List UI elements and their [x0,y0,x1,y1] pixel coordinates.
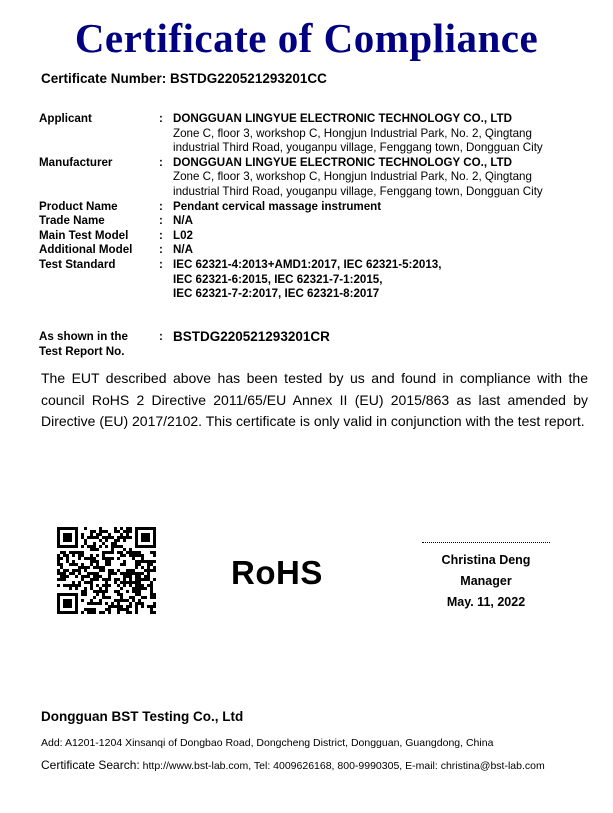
info-row-applicant [39,112,599,156]
field-value-line: IEC 62321-7-2:2017, IEC 62321-8:2017 [173,287,380,301]
field-value-line: Zone C, floor 3, workshop C, Hongjun Industrial Park, No. 2, Qingtang [173,170,532,184]
field-value [173,112,599,156]
info-row-main-test-model [39,229,599,244]
field-label: Manufacturer [39,155,113,169]
field-value-line: IEC 62321-6:2015, IEC 62321-7-1:2015, [173,272,383,286]
compliance-statement: The EUT described above has been tested by us and found in compliance with the council RoHS 2 Directive 2011/65/EU Annex II (EU) 2015/863 as last amended by Directive (EU) 2017/2102. This certificate is only valid in conjunction with the test report. [41,370,588,429]
qr-code-icon [57,527,156,614]
signature-block [422,542,550,613]
field-value-main: L02 [173,228,193,242]
field-value-main: DONGGUAN LINGYUE ELECTRONIC TECHNOLOGY CO., LTD [173,112,513,125]
issuer-address: Add: A1201-1204 Xinsanqi of Dongbao Road, Dongcheng District, Dongguan, Guangdong, China [41,737,494,749]
field-value-line: industrial Third Road, youganpu village, Fenggang town, Dongguan City [173,141,543,155]
colon: : [159,155,163,169]
field-label: Test Standard [39,257,116,271]
colon: : [159,214,163,228]
colon: : [159,199,163,213]
colon: : [159,330,163,343]
field-value [173,229,599,244]
field-value-main: Pendant cervical massage instrument [173,199,382,213]
info-row-additional-model [39,243,599,258]
colon: : [159,112,163,125]
field-value [173,243,599,258]
issuer-company: Dongguan BST Testing Co., Ltd [41,709,244,724]
certificate-title: Certificate of Compliance [74,15,539,61]
field-value-main: DONGGUAN LINGYUE ELECTRONIC TECHNOLOGY CO., LTD [173,155,513,169]
field-value [173,156,599,200]
info-row-manufacturer [39,156,599,200]
info-row-product-name [39,200,599,215]
signature-date: May. 11, 2022 [446,595,526,609]
field-label: Applicant [39,112,92,125]
report-label [39,330,159,359]
search-label: Certificate Search: [41,758,140,772]
field-label: Main Test Model [39,228,129,242]
test-report-row [39,330,330,359]
field-value [173,258,599,302]
field-value-main: N/A [173,214,193,228]
colon: : [159,243,163,257]
field-label: Trade Name [39,214,105,228]
field-label: Product Name [39,199,118,213]
certificate-search [41,758,545,772]
report-label-line: As shown in the [39,330,128,343]
report-number: BSTDG220521293201CR [173,329,330,344]
signatory-title: Manager [460,574,512,588]
field-value-line: Zone C, floor 3, workshop C, Hongjun Industrial Park, No. 2, Qingtang [173,126,532,140]
field-label: Additional Model [39,243,133,257]
report-label-line: Test Report No. [39,344,125,358]
certificate-number: Certificate Number: BSTDG220521293201CC [41,71,327,86]
search-contact: http://www.bst-lab.com, Tel: 4009626168, 800-9990305, E-mail: christina@bst-lab.com [142,760,545,772]
colon: : [159,228,163,242]
info-row-test-standard [39,258,599,302]
field-value-line: industrial Third Road, youganpu village, Fenggang town, Dongguan City [173,184,543,198]
rohs-logo: RoHS [231,554,323,591]
certificate-info-table [39,112,599,302]
signatory-name: Christina Deng [441,553,531,567]
field-value [173,214,599,229]
info-row-trade-name [39,214,599,229]
field-value-main: IEC 62321-4:2013+AMD1:2017, IEC 62321-5:2013, [173,257,442,271]
field-value-main: N/A [173,243,193,257]
colon: : [159,257,163,271]
field-value [173,200,599,215]
